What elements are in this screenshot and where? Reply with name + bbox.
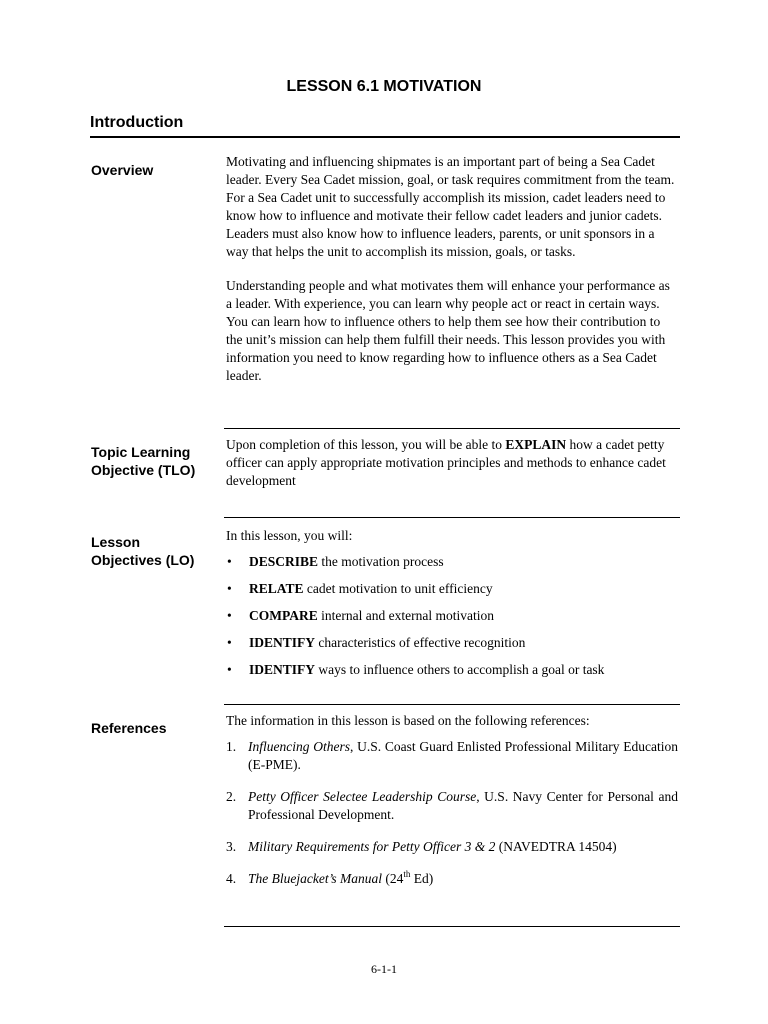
lesson-title: LESSON 6.1 MOTIVATION <box>286 78 482 95</box>
reference-item <box>226 838 678 856</box>
lo-label <box>91 533 216 569</box>
lo-item-text: internal and external motivation <box>317 608 494 623</box>
lo-item-text: characteristics of effective recognition <box>315 635 526 650</box>
reference-title: Military Requirements for Petty Officer 3 & 2 <box>248 839 496 854</box>
ordinal-suffix: th <box>403 869 411 879</box>
tlo-text <box>226 436 678 490</box>
lo-item-text: the motivation process <box>318 554 444 569</box>
references-label: References <box>91 720 167 736</box>
reference-number: 2. <box>226 789 237 804</box>
lo-item <box>226 607 678 625</box>
lo-item-verb: RELATE <box>249 581 304 596</box>
bullet-icon: • <box>227 608 232 623</box>
lo-item <box>226 580 678 598</box>
lo-item-verb: IDENTIFY <box>249 662 316 677</box>
reference-number: 3. <box>226 839 237 854</box>
references-list <box>226 738 678 888</box>
reference-rest: (24 <box>381 871 404 886</box>
section-heading: Introduction <box>90 114 184 131</box>
reference-number: 4. <box>226 871 237 886</box>
lo-item-verb: IDENTIFY <box>249 635 316 650</box>
reference-title: Influencing Others <box>248 739 350 754</box>
reference-item <box>226 738 678 774</box>
lo-item-text: cadet motivation to unit efficiency <box>303 581 493 596</box>
reference-item <box>226 870 678 888</box>
reference-rest: , U.S. Coast Guard Enlisted Professional Military Education (E-PME). <box>248 739 678 772</box>
overview-paragraph-1: Motivating and influencing shipmates is an important part of being a Sea Cadet leader. Every Sea Cadet mission, goal, or task requires commitment from the team. For a Sea Cadet unit to successfully accomplish its mission, cadet leaders need to know how to influence and motivate their fellow cadet leaders and junior cadets. Leaders must also know how to influence leaders, parents, or unit sponsors in a way that helps the unit to accomplish its mission, goals, or tasks. <box>226 154 675 259</box>
bullet-icon: • <box>227 581 232 596</box>
page-number: 6-1-1 <box>371 962 397 976</box>
lo-item-verb: DESCRIBE <box>249 554 319 569</box>
overview-text <box>226 153 678 385</box>
reference-rest: (NAVEDTRA 14504) <box>495 839 617 854</box>
divider-rule <box>224 704 680 705</box>
tlo-label <box>91 443 216 479</box>
tlo-label-line-1: Topic Learning <box>91 444 191 460</box>
lo-item <box>226 634 678 652</box>
references-intro: The information in this lesson is based on the following references: <box>226 713 590 728</box>
overview-paragraph-2: Understanding people and what motivates them will enhance your performance as a leader. With experience, you can learn why people act or react in certain ways. You can learn how to influence others to help them see how their contribution to the unit’s mission can help them fulfill their needs. This lesson provides you with information you need to know regarding how to influence others as a Sea Cadet leader. <box>226 278 670 383</box>
reference-rest: , U.S. Navy Center for Personal and Professional Development. <box>248 789 678 822</box>
heading-rule <box>90 136 680 138</box>
lo-item <box>226 553 678 571</box>
reference-title: The Bluejacket’s Manual <box>248 871 382 886</box>
divider-rule <box>224 926 680 927</box>
divider-rule <box>224 428 680 429</box>
lo-item <box>226 661 678 679</box>
divider-rule <box>224 517 680 518</box>
tlo-text-after: how a cadet petty officer can apply appropriate motivation principles and methods to enhance cadet development <box>226 437 666 488</box>
tlo-keyword: EXPLAIN <box>505 437 567 452</box>
references-content <box>226 712 678 902</box>
reference-title: Petty Officer Selectee Leadership Course <box>248 789 477 804</box>
bullet-icon: • <box>227 635 232 650</box>
lo-list <box>226 553 678 679</box>
reference-item <box>226 788 678 824</box>
reference-rest-after: Ed) <box>410 871 434 886</box>
tlo-text-before: Upon completion of this lesson, you will be able to <box>226 437 506 452</box>
lo-item-verb: COMPARE <box>249 608 318 623</box>
bullet-icon: • <box>227 554 232 569</box>
lo-label-line-2: Objectives (LO) <box>91 552 195 568</box>
lo-label-line-1: Lesson <box>91 534 141 550</box>
reference-number: 1. <box>226 739 237 754</box>
tlo-label-line-2: Objective (TLO) <box>91 462 196 478</box>
bullet-icon: • <box>227 662 232 677</box>
overview-label: Overview <box>91 162 154 178</box>
lo-item-text: ways to influence others to accomplish a goal or task <box>315 662 605 677</box>
lo-intro: In this lesson, you will: <box>226 528 353 543</box>
lo-content <box>226 527 678 688</box>
